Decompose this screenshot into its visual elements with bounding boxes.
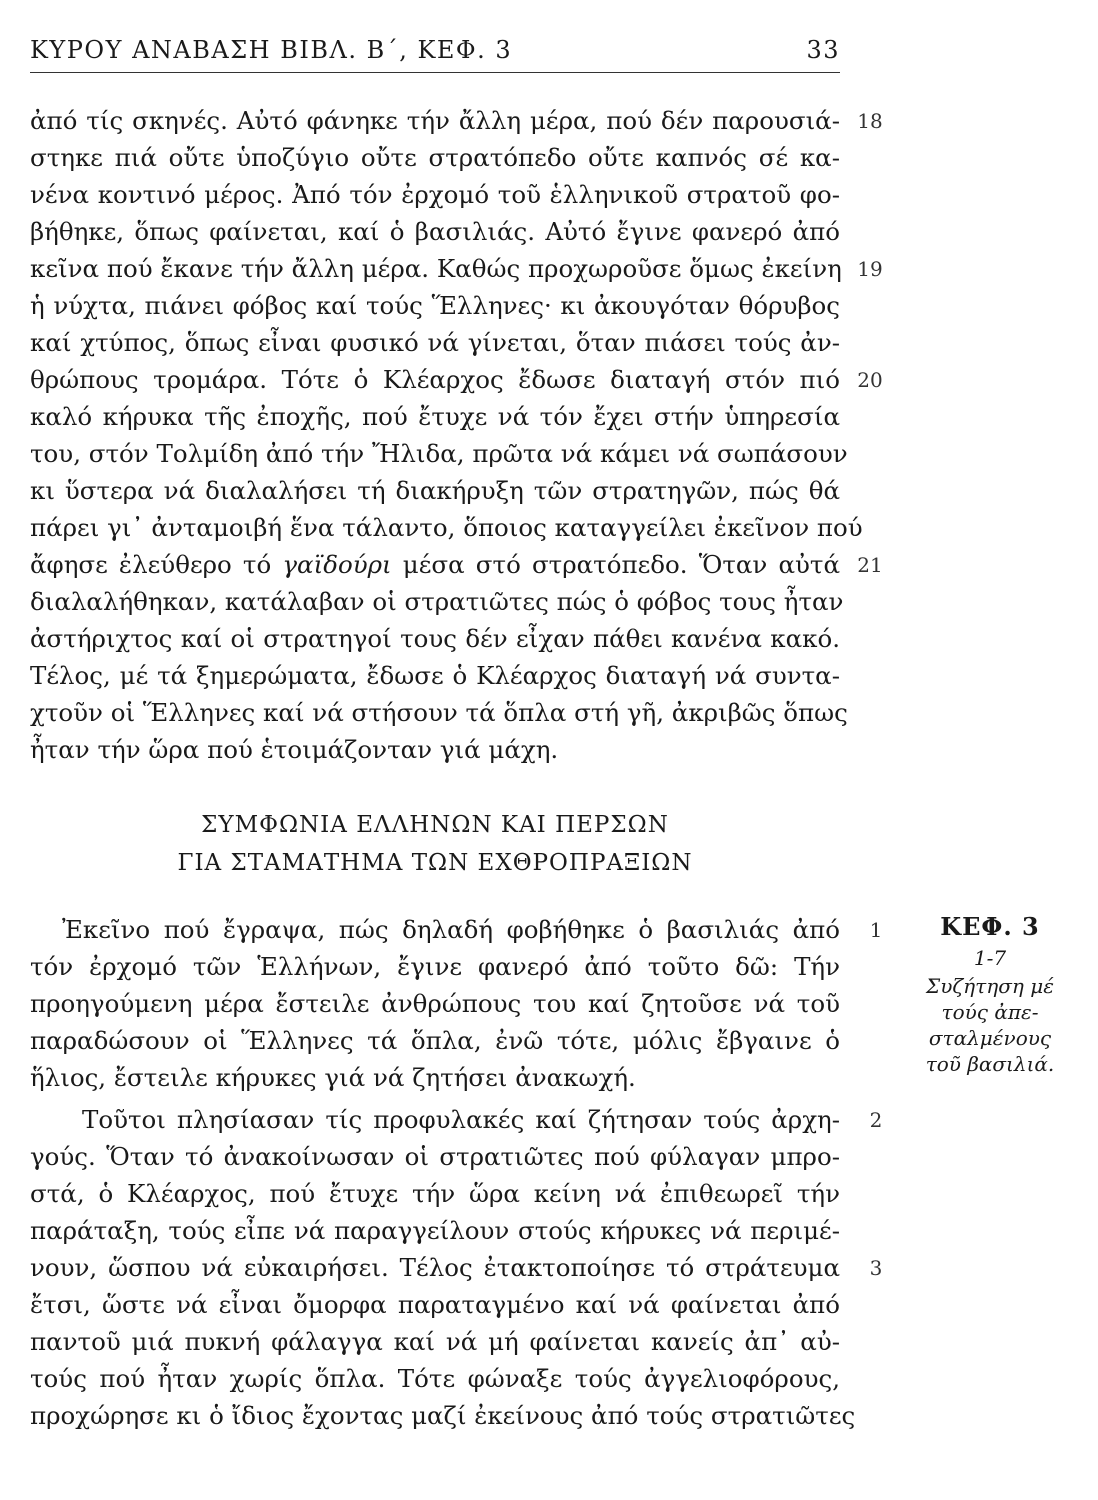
margin-note-line: τοῦ βασιλιά. xyxy=(925,1052,1055,1076)
text-segment: ἄφησε ἐλεύθερο τό xyxy=(30,550,272,579)
page-number: 33 xyxy=(806,36,840,64)
margin-note-range: 1-7 xyxy=(973,946,1007,970)
text-line: ἔτσι, ὥστε νά εἶναι ὄμορφα παραταγμένο καί νά φαίνεται ἀπό xyxy=(30,1290,840,1319)
text-segment: μέσα στό στρατόπεδο. Ὅταν αὐτά xyxy=(402,550,841,579)
text-line xyxy=(30,548,840,582)
text-line: τόν ἐρχομό τῶν Ἑλλήνων, ἔγινε φανερό ἀπό τοῦτο δῶ: Τήν xyxy=(30,952,840,981)
section-number: 2 xyxy=(869,1108,883,1132)
text-line: καλό κήρυκα τῆς ἐποχῆς, πού ἔτυχε νά τόν ἔχει στήν ὑπηρεσία xyxy=(30,402,840,431)
italic-word: γαϊδούρι xyxy=(282,550,392,579)
text-line: βήθηκε, ὅπως φαίνεται, καί ὁ βασιλιάς. Αὐτό ἔγινε φανερό ἀπό xyxy=(30,217,840,246)
text-line: νένα κοντινό μέρος. Ἀπό τόν ἐρχομό τοῦ ἑλληνικοῦ στρατοῦ φο- xyxy=(30,180,840,209)
text-line: τούς πού ἦταν χωρίς ὅπλα. Τότε φώναξε τούς ἀγγελιοφόρους, xyxy=(30,1364,840,1393)
text-line: διαλαλήθηκαν, κατάλαβαν οἱ στρατιῶτες πώς ὁ φόβος τους ἦταν xyxy=(30,587,844,616)
text-line: ἀστήριχτος καί οἱ στρατηγοί τους δέν εἶχαν πάθει κανένα κακό. xyxy=(30,624,840,653)
text-line: κι ὕστερα νά διαλαλήσει τή διακήρυξη τῶν στρατηγῶν, πώς θά xyxy=(30,476,840,505)
text-line: ἥλιος, ἔστειλε κήρυκες γιά νά ζητήσει ἀνακωχή. xyxy=(30,1063,636,1092)
text-line: ἀπό τίς σκηνές. Αὐτό φάνηκε τήν ἄλλη μέρα, πού δέν παρουσιά- xyxy=(30,106,840,135)
margin-note-title: ΚΕΦ. 3 xyxy=(940,912,1040,941)
text-line: στηκε πιά οὔτε ὑποζύγιο οὔτε στρατόπεδο οὔτε καπνός σέ κα- xyxy=(30,143,840,172)
section-number: 18 xyxy=(857,109,883,133)
text-line: ἡ νύχτα, πιάνει φόβος καί τούς Ἕλληνες· κι ἀκουγόταν θόρυβος xyxy=(30,291,840,320)
text-line: χτοῦν οἱ Ἕλληνες καί νά στήσουν τά ὅπλα στή γῆ, ἀκριβῶς ὅπως xyxy=(30,698,848,727)
text-line: Τοῦτοι πλησίασαν τίς προφυλακές καί ζήτησαν τούς ἀρχη- xyxy=(82,1105,840,1134)
text-line: παράταξη, τούς εἶπε νά παραγγείλουν στούς κήρυκες νά περιμέ- xyxy=(30,1216,840,1245)
section-number: 3 xyxy=(869,1256,883,1280)
text-line: του, στόν Τολμίδη ἀπό τήν Ἤλιδα, πρῶτα νά κάμει νά σωπάσουν xyxy=(30,439,848,468)
text-line: καί χτύπος, ὅπως εἶναι φυσικό νά γίνεται, ὅταν πιάσει τούς ἀν- xyxy=(30,328,840,357)
text-line: παντοῦ μιά πυκνή φάλαγγα καί νά μή φαίνεται κανείς ἀπ᾿ αὐ- xyxy=(30,1327,840,1356)
section-number: 19 xyxy=(857,257,883,281)
text-line: Τέλος, μέ τά ξημερώματα, ἔδωσε ὁ Κλέαρχος διαταγή νά συντα- xyxy=(30,661,840,690)
text-line: προηγούμενη μέρα ἔστειλε ἀνθρώπους του καί ζητοῦσε νά τοῦ xyxy=(30,989,840,1018)
section-heading-line: ΣΥΜΦΩΝΙΑ ΕΛΛΗΝΩΝ ΚΑΙ ΠΕΡΣΩΝ xyxy=(201,812,669,838)
text-line: νουν, ὥσπου νά εὐκαιρήσει. Τέλος ἐτακτοποίησε τό στράτευμα xyxy=(30,1253,840,1282)
margin-note-line: τούς ἀπε- xyxy=(941,1000,1039,1024)
section-number: 1 xyxy=(869,918,883,942)
text-line: προχώρησε κι ὁ ἴδιος ἔχοντας μαζί ἐκείνους ἀπό τούς στρατιῶτες xyxy=(30,1401,856,1430)
section-heading-line: ΓΙΑ ΣΤΑΜΑΤΗΜΑ ΤΩΝ ΕΧΘΡΟΠΡΑΞΙΩΝ xyxy=(177,850,693,876)
section-number: 21 xyxy=(857,553,883,577)
text-line: παραδώσουν οἱ Ἕλληνες τά ὅπλα, ἐνῶ τότε, μόλις ἔβγαινε ὁ xyxy=(30,1026,840,1055)
margin-note-line: σταλμένους xyxy=(928,1026,1052,1050)
text-line: γούς. Ὅταν τό ἀνακοίνωσαν οἱ στρατιῶτες πού φύλαγαν μπρο- xyxy=(30,1142,840,1171)
page-header xyxy=(30,36,840,73)
running-title: ΚΥΡΟΥ ΑΝΑΒΑΣΗ ΒΙΒΛ. Β΄, ΚΕΦ. 3 xyxy=(30,36,513,64)
text-line: Ἐκεῖνο πού ἔγραψα, πώς δηλαδή φοβήθηκε ὁ βασιλιάς ἀπό xyxy=(62,915,840,944)
text-line: θρώπους τρομάρα. Τότε ὁ Κλέαρχος ἔδωσε διαταγή στόν πιό xyxy=(30,365,840,394)
text-line: κεῖνα πού ἔκανε τήν ἄλλη μέρα. Καθώς προχωροῦσε ὅμως ἐκείνη xyxy=(30,254,842,283)
section-number: 20 xyxy=(857,368,883,392)
text-line: στά, ὁ Κλέαρχος, πού ἔτυχε τήν ὥρα κείνη νά ἐπιθεωρεῖ τήν xyxy=(30,1179,840,1208)
margin-note-line: Συζήτηση μέ xyxy=(926,974,1054,998)
text-line: πάρει γι᾿ ἀνταμοιβή ἕνα τάλαντο, ὅποιος καταγγείλει ἐκεῖνον πού xyxy=(30,513,863,542)
text-line: ἦταν τήν ὥρα πού ἑτοιμάζονταν γιά μάχη. xyxy=(30,735,559,764)
